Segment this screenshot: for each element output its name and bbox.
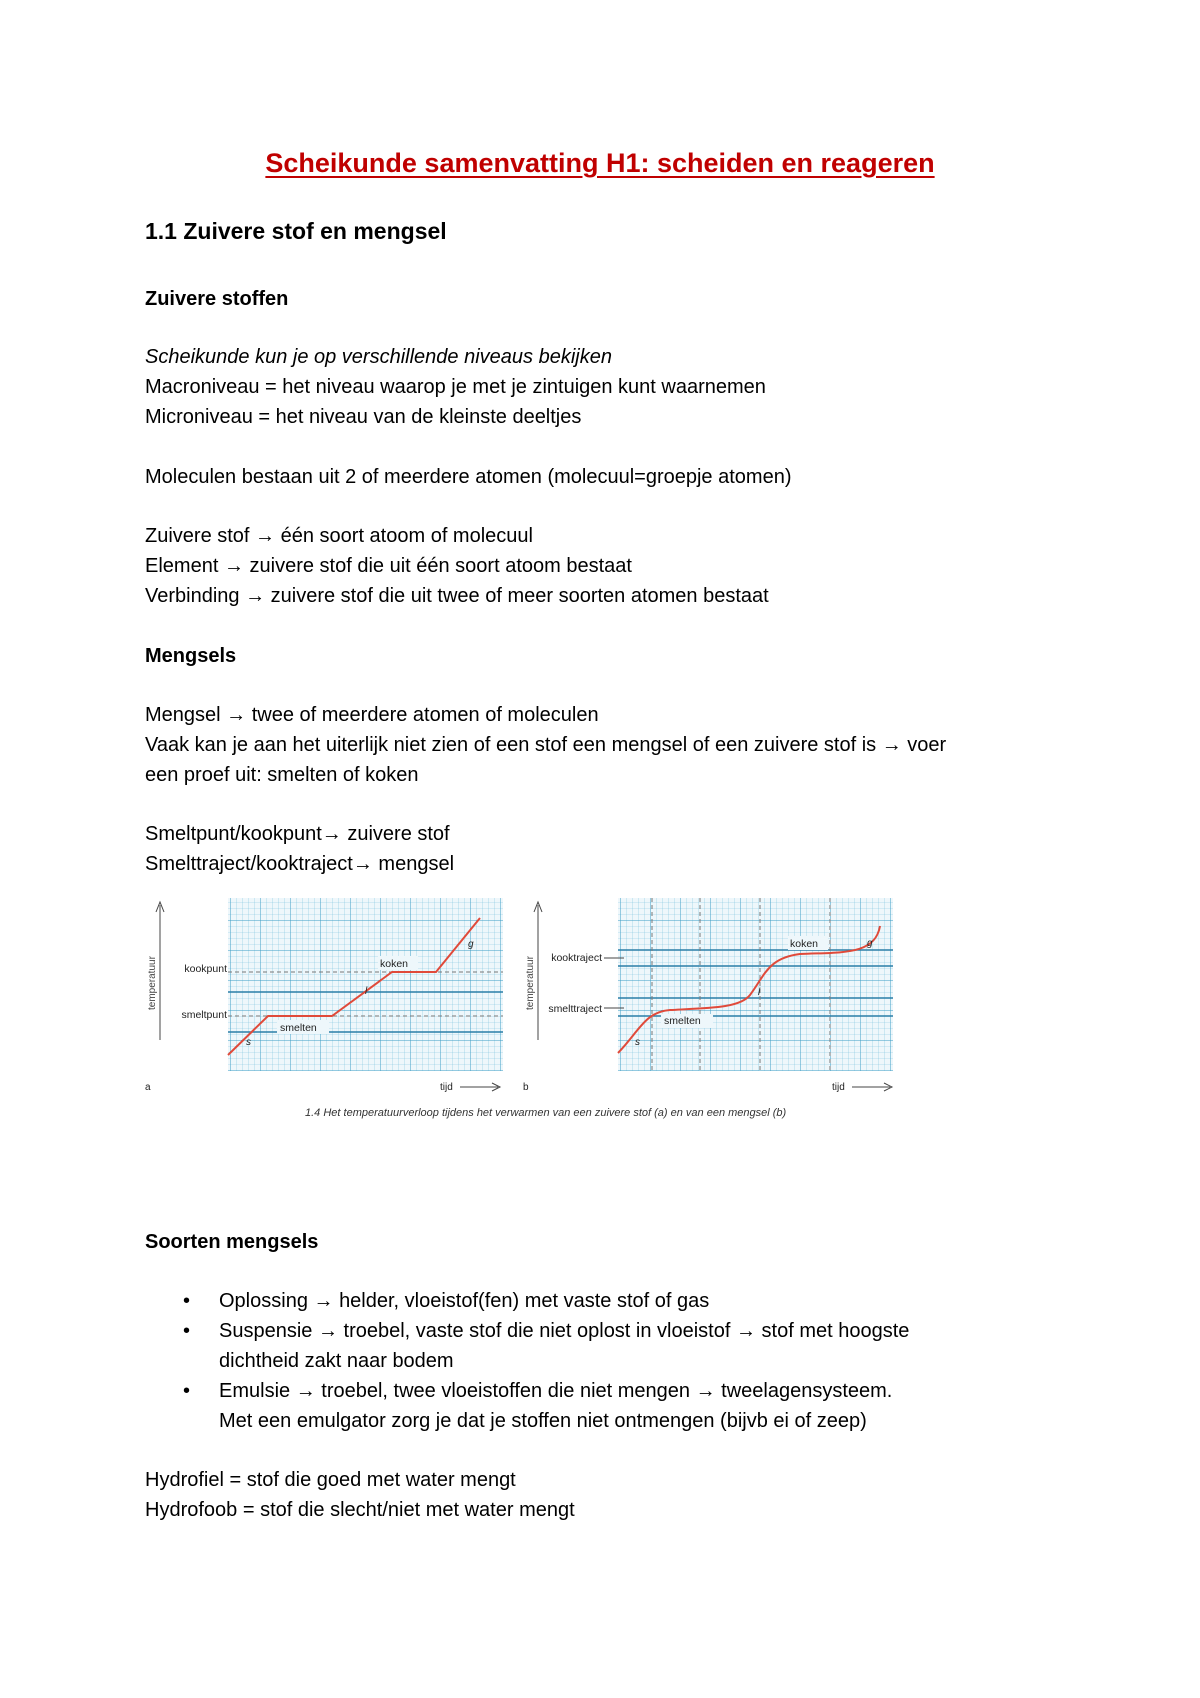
arrow-icon: →	[317, 1320, 338, 1342]
arrow-icon: →	[295, 1380, 316, 1402]
arrow-icon: →	[255, 525, 276, 547]
bullet-icon: •	[183, 1290, 191, 1312]
temperature-figure	[140, 890, 910, 1120]
term: Suspensie	[219, 1320, 313, 1342]
l-label-b: l	[758, 987, 761, 998]
ylabel-b: temperatuur	[525, 956, 536, 1010]
arrow-icon: →	[223, 555, 244, 577]
definition-2: stof met hoogste	[761, 1320, 910, 1342]
arrow-icon: →	[352, 853, 373, 875]
panel-a	[145, 898, 503, 1093]
s-label-b: s	[635, 1037, 640, 1048]
heading-mengsels: Mengsels	[145, 645, 237, 667]
definition: zuivere stof die uit één soort atoom bestaat	[249, 555, 632, 577]
term: Element	[145, 555, 219, 577]
definition: zuivere stof die uit twee of meer soorten atomen bestaat	[270, 585, 769, 607]
arrow-icon: →	[695, 1380, 716, 1402]
term: Oplossing	[219, 1290, 308, 1312]
figure-caption: 1.4 Het temperatuurverloop tijdens het verwarmen van een zuivere stof (a) en van een mengsel (b)	[305, 1107, 787, 1119]
section-heading: 1.1 Zuivere stof en mengsel	[145, 218, 447, 244]
koken-label-a: koken	[380, 958, 409, 970]
definition: helder, vloeistof(fen) met vaste stof of gas	[339, 1290, 710, 1312]
kooktraject-label: kooktraject	[551, 952, 602, 964]
smelten-label-a: smelten	[280, 1022, 317, 1034]
definition: één soort atoom of molecuul	[280, 525, 533, 547]
bullet-icon: •	[183, 1380, 191, 1402]
vaak-line	[145, 734, 946, 757]
suspensie-item	[219, 1320, 909, 1343]
microniveau-line: Microniveau = het niveau van de kleinste deeltjes	[145, 406, 582, 428]
kookpunt-label: kookpunt	[184, 963, 227, 975]
xlabel-b: tijd	[832, 1082, 845, 1093]
l-label-a: l	[365, 986, 368, 997]
xlabel-a: tijd	[440, 1082, 453, 1093]
koken-label-b: koken	[790, 938, 819, 950]
panel-letter-a: a	[145, 1082, 151, 1093]
heading-soorten-mengsels: Soorten mengsels	[145, 1231, 319, 1253]
term: Mengsel	[145, 704, 221, 726]
definition: twee of meerdere atomen of moleculen	[251, 704, 599, 726]
definition-2: tweelagensysteem.	[721, 1380, 893, 1402]
arrow-icon: →	[735, 1320, 756, 1342]
moleculen-line: Moleculen bestaan uit 2 of meerdere atomen (molecuul=groepje atomen)	[145, 466, 792, 488]
term: Smeltpunt/kookpunt	[145, 823, 322, 845]
document-title: Scheikunde samenvatting H1: scheiden en reageren	[265, 148, 935, 178]
macroniveau-line: Macroniveau = het niveau waarop je met je zintuigen kunt waarnemen	[145, 376, 766, 398]
verbinding-line	[145, 585, 769, 608]
definition: zuivere stof	[347, 823, 450, 845]
term: Verbinding	[145, 585, 240, 607]
hydrofiel-line: Hydrofiel = stof die goed met water mengt	[145, 1469, 516, 1491]
s-label-a: s	[246, 1037, 251, 1048]
hydrofoob-line: Hydrofoob = stof die slecht/niet met water mengt	[145, 1499, 575, 1521]
smelttraject-label: smelttraject	[548, 1003, 602, 1015]
term: Smelttraject/kooktraject	[145, 853, 353, 875]
mengsel-line	[145, 704, 599, 727]
g-label-b: g	[867, 938, 873, 949]
arrow-icon: →	[313, 1290, 334, 1312]
arrow-icon: →	[226, 704, 247, 726]
heading-zuivere-stoffen: Zuivere stoffen	[145, 288, 289, 310]
term: Zuivere stof	[145, 525, 250, 547]
grid-b	[618, 898, 893, 1071]
emulsie-item	[219, 1380, 892, 1403]
proef-line: een proef uit: smelten of koken	[145, 764, 419, 786]
definition: troebel, twee vloeistoffen die niet mengen	[321, 1380, 691, 1402]
text: Vaak kan je aan het uiterlijk niet zien of een stof een mengsel of een zuivere stof is	[145, 734, 877, 756]
oplossing-item	[219, 1290, 709, 1313]
smelten-label-b: smelten	[664, 1015, 701, 1027]
smeltpunt-label: smeltpunt	[181, 1009, 227, 1021]
bullet-icon: •	[183, 1320, 191, 1342]
panel-letter-b: b	[523, 1082, 529, 1093]
emulsie-line-2: Met een emulgator zorg je dat je stoffen niet ontmengen (bijvb ei of zeep)	[219, 1410, 867, 1432]
definition: troebel, vaste stof die niet oplost in vloeistof	[343, 1320, 731, 1342]
definition: mengsel	[378, 853, 455, 875]
suspensie-line-2: dichtheid zakt naar bodem	[219, 1350, 454, 1372]
term: Emulsie	[219, 1380, 291, 1402]
arrow-icon: →	[881, 734, 902, 756]
arrow-icon: →	[245, 585, 266, 607]
intro-line: Scheikunde kun je op verschillende niveaus bekijken	[145, 346, 612, 368]
grid-a	[228, 898, 503, 1071]
arrow-icon: →	[321, 823, 342, 845]
g-label-a: g	[468, 939, 474, 950]
element-line	[145, 555, 632, 578]
text: voer	[907, 734, 947, 756]
panel-b	[523, 898, 893, 1093]
ylabel-a: temperatuur	[147, 956, 158, 1010]
smelttraject-line	[145, 853, 454, 876]
smeltpunt-line	[145, 823, 450, 846]
zuivere-stof-line	[145, 525, 533, 548]
